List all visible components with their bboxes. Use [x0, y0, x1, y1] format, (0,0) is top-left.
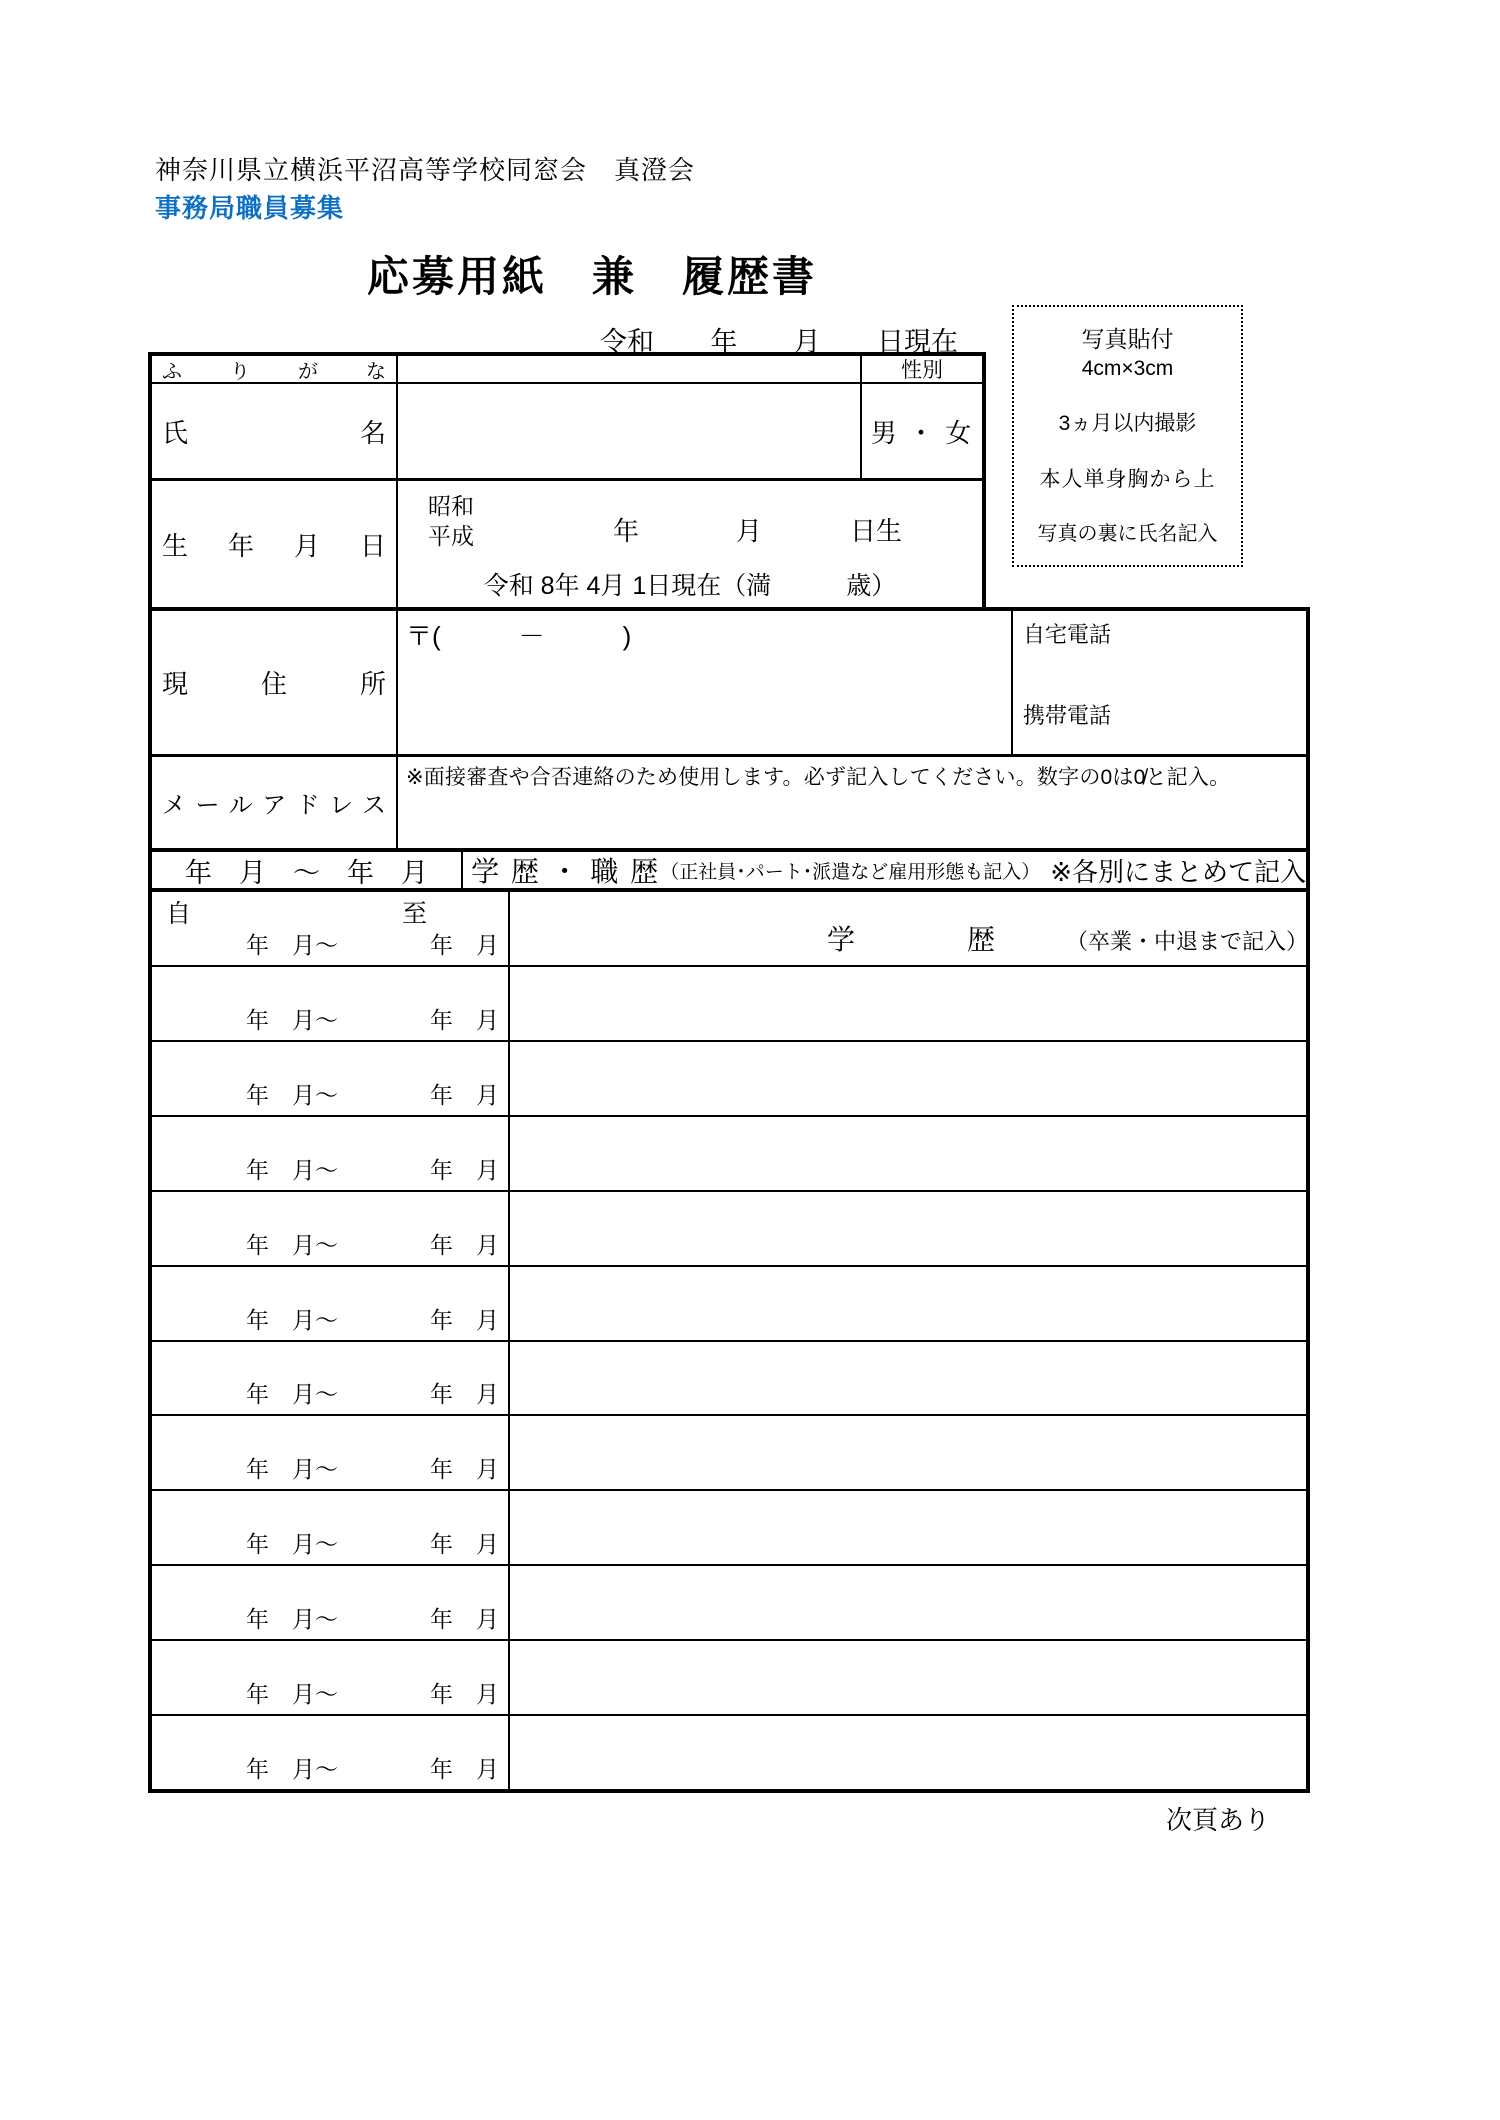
furigana-row	[152, 356, 982, 384]
form-title: 応募用紙 兼 履歴書	[367, 253, 818, 300]
phone-cell	[1011, 611, 1306, 754]
history-row	[152, 1564, 1306, 1639]
history-row	[152, 1714, 1306, 1789]
history-period-label: 年 月～ 年 月	[246, 1156, 499, 1183]
history-row	[152, 965, 1306, 1040]
birthdate-label: 生年月日	[162, 530, 386, 561]
history-row	[152, 1040, 1306, 1115]
history-period-cell	[152, 1491, 510, 1564]
history-period-label: 年 月～ 年 月	[246, 1755, 499, 1782]
furigana-label-cell	[152, 356, 398, 382]
history-period-cell	[152, 1342, 510, 1415]
history-period-label: 年 月～ 年 月	[246, 1231, 499, 1258]
birth-month-label: 月	[736, 516, 763, 546]
history-period-cell	[152, 1416, 510, 1489]
history-entry-cell	[510, 967, 1306, 1040]
history-period-label: 年 月～ 年 月	[246, 1606, 499, 1633]
history-entry-cell	[510, 1566, 1306, 1639]
birth-era-options	[428, 491, 474, 551]
date-year-label: 年	[710, 327, 738, 357]
history-period-cell	[152, 1267, 510, 1340]
personal-info-table	[148, 352, 986, 607]
history-entry-cell	[510, 1716, 1306, 1789]
history-entry-cell	[510, 1117, 1306, 1190]
postal-code-mark: 〒( － )	[406, 621, 632, 651]
photo-size-note: 4cm×3cm	[1081, 357, 1174, 380]
history-period-label: 年 月～ 年 月	[246, 1381, 499, 1408]
history-entry-cell	[510, 1042, 1306, 1115]
name-row	[152, 384, 982, 481]
birthdate-input-area	[398, 481, 982, 607]
email-usage-note: ※面接審査や合否連絡のため使用します。必ず記入してください。数字の0は0̸と記入。	[406, 766, 1231, 789]
date-month-label: 月	[793, 327, 821, 357]
age-as-of-line: 令和 8年 4月 1日現在（満 歳）	[483, 572, 897, 600]
history-period-label: 年 月～ 年 月	[246, 1531, 499, 1558]
home-phone-label: 自宅電話	[1023, 622, 1112, 647]
history-period-cell	[152, 967, 510, 1040]
history-row	[152, 1265, 1306, 1340]
email-label-cell	[152, 757, 398, 848]
date-current-label: 日現在	[876, 327, 958, 357]
history-entry-cell	[510, 1416, 1306, 1489]
birthdate-row	[152, 481, 982, 607]
address-label: 現住所	[162, 669, 386, 699]
address-input-area	[398, 611, 1011, 754]
history-period-label: 年 月～ 年 月	[246, 932, 499, 958]
history-entry-cell	[510, 1267, 1306, 1340]
history-period-header: 年 月 ～ 年 月	[152, 852, 463, 888]
sex-options: 男 ・ 女	[870, 417, 974, 448]
furigana-input-area	[398, 356, 860, 382]
history-period-cell	[152, 892, 510, 965]
name-input-area	[398, 384, 860, 478]
history-row	[152, 1190, 1306, 1265]
history-entry-cell	[510, 1192, 1306, 1265]
sex-label: 性別	[901, 359, 943, 382]
name-label-cell	[152, 384, 398, 478]
to-label: 至	[402, 900, 428, 928]
history-period-label: 年 月～ 年 月	[246, 1456, 499, 1483]
history-entry-cell	[510, 892, 1309, 965]
history-row	[152, 1414, 1306, 1489]
history-period-label: 年 月～ 年 月	[246, 1081, 499, 1108]
history-row	[152, 1115, 1306, 1190]
mobile-phone-label: 携帯電話	[1023, 703, 1112, 728]
photo-box-title: 写真貼付	[1081, 326, 1174, 352]
history-table	[148, 848, 1310, 1793]
contact-info-table	[148, 607, 1310, 848]
history-period-cell	[152, 1566, 510, 1639]
history-rows	[152, 965, 1306, 1789]
from-label: 自	[166, 900, 192, 928]
birth-day-label: 日生	[850, 516, 903, 546]
history-row	[152, 1639, 1306, 1714]
photo-attachment-box	[1012, 305, 1243, 567]
name-label: 氏名	[162, 417, 386, 448]
history-row	[152, 1489, 1306, 1564]
photo-name-note: 写真の裏に氏名記入	[1037, 523, 1218, 545]
history-period-cell	[152, 1117, 510, 1190]
email-row	[152, 757, 1306, 848]
email-label: メールアドレス	[162, 792, 386, 819]
sex-choice-cell	[860, 384, 982, 478]
history-period-label: 年 月～ 年 月	[246, 1006, 499, 1033]
next-page-note: 次頁あり	[1165, 1805, 1270, 1835]
history-grouping-note: ※各別にまとめて記入	[1050, 856, 1306, 887]
education-section-title: 学 歴	[827, 924, 996, 955]
history-row-first	[152, 892, 1309, 965]
address-row	[152, 611, 1306, 757]
history-employment-note: （正社員･パート･派遣など雇用形態も記入）	[660, 861, 1041, 883]
history-period-cell	[152, 1716, 510, 1789]
furigana-label: ふりがな	[162, 360, 386, 383]
photo-recent-note: 3ヵ月以内撮影	[1058, 412, 1197, 435]
history-period-label: 年 月～ 年 月	[246, 1306, 499, 1333]
date-era-label: 令和	[600, 327, 654, 357]
organization-title: 神奈川県立横浜平沼高等学校同窓会 真澄会	[155, 155, 696, 185]
education-section-note: （卒業・中退まで記入）	[1066, 929, 1309, 954]
history-row	[152, 1340, 1306, 1415]
birth-era-heisei: 平成	[428, 523, 474, 549]
history-period-label: 年 月～ 年 月	[246, 1681, 499, 1708]
address-label-cell	[152, 611, 398, 754]
history-header-row	[152, 852, 1306, 892]
history-period-cell	[152, 1192, 510, 1265]
recruitment-subtitle: 事務局職員募集	[155, 193, 345, 223]
history-entry-cell	[510, 1342, 1306, 1415]
photo-pose-note: 本人単身胸から上	[1039, 468, 1216, 491]
history-period-cell	[152, 1641, 510, 1714]
history-entry-cell	[510, 1491, 1306, 1564]
history-entry-cell	[510, 1641, 1306, 1714]
birth-era-showa: 昭和	[428, 493, 474, 519]
history-title: 学 歴 ・ 職 歴	[471, 856, 661, 887]
history-period-cell	[152, 1042, 510, 1115]
history-title-header	[463, 852, 1306, 888]
email-input-area	[398, 757, 1306, 848]
sex-header-cell	[860, 356, 982, 382]
birth-year-label: 年	[613, 516, 640, 546]
birthdate-label-cell	[152, 481, 398, 607]
